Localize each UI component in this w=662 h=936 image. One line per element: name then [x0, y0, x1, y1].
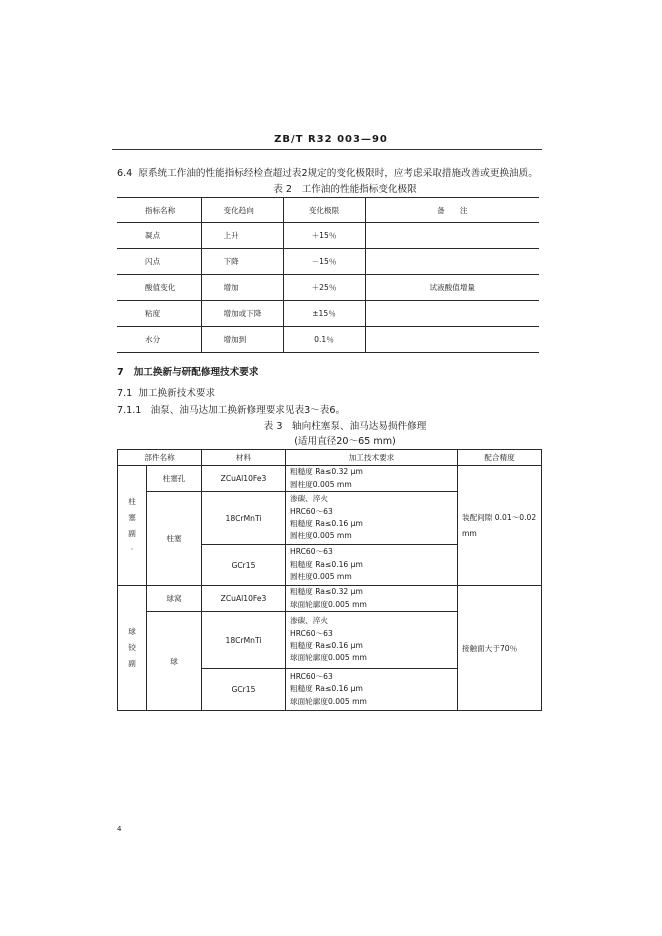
table-row	[117, 249, 539, 275]
table-row	[117, 223, 539, 249]
document-code: ZB/T R32 003—90	[274, 134, 388, 145]
material: 18CrMnTi	[202, 612, 286, 669]
requirement-line: 粗糙度 Ra≤0.16 μm	[290, 519, 363, 528]
table-cell: 粘度	[117, 301, 201, 327]
section-7-1-1	[117, 402, 345, 416]
table3	[117, 449, 542, 711]
requirement-line: HRC60～63	[290, 628, 333, 638]
column-header: 备 注	[365, 198, 539, 223]
material: ZCuAl10Fe3	[202, 586, 286, 612]
section-number: 7.1	[117, 388, 133, 399]
table-row	[117, 275, 539, 301]
table3-caption: 表 3 轴向柱塞泵、油马达易损件修理	[263, 421, 427, 432]
section-7-1-heading	[117, 385, 215, 399]
section-title: 加工换新技术要求	[138, 388, 216, 399]
table-cell: 增加到	[201, 327, 283, 353]
group-char: 塞	[128, 512, 136, 522]
table-cell: 水分	[117, 327, 201, 353]
section-number: 6.4	[117, 168, 133, 179]
table2	[117, 197, 539, 353]
table-row	[118, 586, 542, 612]
part-name: 球	[147, 612, 202, 711]
group-label-ball-joint-pair	[118, 586, 147, 711]
requirements	[286, 612, 458, 669]
section-title: 加工换新与研配修理技术要求	[133, 367, 259, 378]
table-cell: 上升	[201, 223, 283, 249]
requirement-line: 粗糙度 Ra≤0.16 μm	[290, 641, 363, 650]
table-cell: 0.1％	[283, 327, 365, 353]
group-char: 副	[128, 659, 136, 668]
column-header: 材料	[202, 450, 286, 466]
group-char: 副	[128, 528, 136, 538]
table-cell: ＋25％	[283, 275, 365, 301]
column-header: 变化趋向	[201, 198, 283, 223]
requirement-line: 球面轮廓度0.005 mm	[290, 696, 367, 706]
table-cell: 增加或下降	[201, 301, 283, 327]
table2-header-row	[117, 198, 539, 223]
requirement-line: 粗糙度 Ra≤0.16 μm	[290, 559, 363, 569]
column-header: 配合精度	[458, 450, 542, 466]
section-6-4	[117, 165, 538, 179]
table-cell	[365, 249, 539, 275]
column-header: 加工技术要求	[286, 450, 458, 466]
group-char: 球	[128, 627, 136, 636]
requirement-line: HRC60～63	[290, 547, 333, 557]
requirement-line: 球面轮廓度0.005 mm	[290, 653, 367, 663]
page-number: 4	[117, 825, 122, 833]
group-char: ·	[130, 544, 134, 554]
requirement-line: 球面轮廓度0.005 mm	[290, 599, 367, 609]
requirement-line: 渗碳、淬火	[290, 616, 328, 626]
section-number: 7.1.1	[117, 405, 142, 416]
material: GCr15	[202, 545, 286, 586]
fit-accuracy: 装配间隙 0.01～0.02 mm	[458, 466, 542, 586]
requirement-line: HRC60～63	[290, 671, 333, 681]
requirement-line: 圆柱度0.005 mm	[290, 531, 352, 541]
table-cell: 闪点	[117, 249, 201, 275]
table-row	[117, 301, 539, 327]
requirement-line: 圆柱度0.005 mm	[290, 479, 352, 489]
requirements	[286, 545, 458, 586]
requirements	[286, 492, 458, 545]
requirements	[286, 466, 458, 492]
group-label-plunger-pair	[118, 466, 147, 586]
requirement-line: 粗糙度 Ra≤0.32 μm	[290, 467, 363, 477]
table-cell	[365, 301, 539, 327]
requirement-line: 粗糙度 Ra≤0.32 μm	[290, 587, 363, 597]
column-header: 变化极限	[283, 198, 365, 223]
table-cell: 凝点	[117, 223, 201, 249]
table-row	[117, 327, 539, 353]
material: GCr15	[202, 669, 286, 711]
requirements	[286, 586, 458, 612]
requirement-line: HRC60～63	[290, 506, 333, 516]
requirements	[286, 669, 458, 711]
section-text: 油泵、油马达加工换新修理要求见表3～表6。	[150, 405, 346, 416]
group-char: 铰	[128, 643, 136, 652]
table3-subcaption: (适用直径20～65 mm)	[294, 436, 396, 447]
part-name: 柱塞	[147, 492, 202, 586]
header-rule	[112, 149, 542, 150]
table-cell: 试液酸值增量	[365, 275, 539, 301]
table2-caption: 表 2 工作油的性能指标变化极限	[273, 184, 417, 195]
material: ZCuAl10Fe3	[202, 466, 286, 492]
table-row	[118, 466, 542, 492]
part-name: 球窝	[147, 586, 202, 612]
table-cell	[365, 223, 539, 249]
part-name: 柱塞孔	[147, 466, 202, 492]
table-cell: ±15％	[283, 301, 365, 327]
requirement-line: 渗碳、淬火	[290, 494, 328, 504]
table-cell: 增加	[201, 275, 283, 301]
table-cell: 下降	[201, 249, 283, 275]
fit-accuracy: 接触面大于70％	[458, 586, 542, 711]
table-cell: 酸值变化	[117, 275, 201, 301]
requirement-line: 粗糙度 Ra≤0.16 μm	[290, 684, 363, 694]
table-cell: －15％	[283, 249, 365, 275]
column-header: 指标名称	[117, 198, 201, 223]
section-text: 原系统工作油的性能指标经检查超过表2规定的变化极限时，应考虑采取措施改善或更换油质。	[138, 168, 538, 179]
table3-header-row	[118, 450, 542, 466]
table-cell	[365, 327, 539, 353]
requirement-line: 圆柱度0.005 mm	[290, 572, 352, 582]
table-cell: ＋15％	[283, 223, 365, 249]
group-char: 柱	[128, 496, 136, 506]
column-header: 部件名称	[118, 450, 202, 466]
section-7-heading	[117, 364, 258, 378]
section-number: 7	[117, 367, 124, 378]
material: 18CrMnTi	[202, 492, 286, 545]
